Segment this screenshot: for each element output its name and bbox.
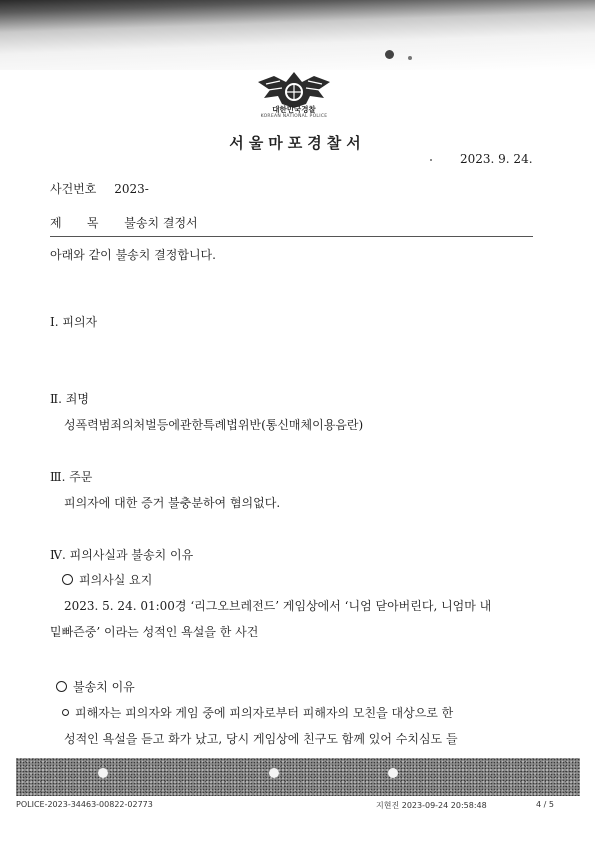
facts-line-2: 밑빠즌중’ 이라는 성적인 욕설을 한 사건 — [50, 625, 259, 639]
scan-speck — [430, 159, 432, 161]
section-1-title: Ⅰ. 피의자 — [50, 315, 98, 329]
bullet-circle-icon — [62, 574, 73, 585]
subject-label: 제 목 — [50, 216, 101, 230]
scan-shadow-top — [0, 0, 595, 70]
org-name-english: KOREAN NATIONAL POLICE — [260, 114, 328, 119]
footer-page-number: 4 / 5 — [536, 800, 554, 809]
case-number-value: 2023- — [114, 182, 149, 196]
divider — [50, 236, 533, 237]
reason-line-1-text: 피해자는 피의자와 게임 중에 피의자로부터 피해자의 모친을 대상으로 한 — [75, 706, 454, 720]
scan-mark — [388, 768, 398, 778]
scan-mark — [269, 768, 279, 778]
footer-printed-by: 지현진 2023-09-24 20:58:48 — [376, 801, 487, 810]
bullet-circle-icon — [56, 681, 67, 692]
section-2-title: Ⅱ. 죄명 — [50, 392, 89, 406]
intro-text: 아래와 같이 불송치 결정합니다. — [50, 248, 216, 262]
subsection-facts-title — [62, 571, 152, 588]
subsection-reason-label: 불송치 이유 — [73, 680, 135, 694]
police-station-title: 서울마포경찰서 — [229, 134, 366, 152]
subsection-reason-title — [56, 678, 135, 695]
subject-value: 불송치 결정서 — [124, 216, 198, 230]
section-3-body: 피의자에 대한 증거 불충분하여 혐의없다. — [64, 496, 281, 510]
facts-line-1: 2023. 5. 24. 01:00경 ‘리그오브레전드’ 게임상에서 ‘니엄 닫아버린다, 니엄마 내 — [64, 599, 492, 613]
section-4-title: Ⅳ. 피의사실과 불송치 이유 — [50, 548, 194, 562]
document-date: 2023. 9. 24. — [460, 152, 533, 166]
scan-noise-band — [16, 758, 580, 796]
footer-doc-id: POLICE-2023-34463-00822-02773 — [16, 800, 153, 809]
case-number-row — [50, 180, 149, 197]
subject-row — [50, 214, 198, 231]
case-number-label: 사건번호 — [50, 182, 97, 196]
org-name-korean: 대한민국경찰 — [272, 105, 316, 114]
reason-line-2: 성적인 욕설을 듣고 화가 났고, 당시 게임상에 친구도 함께 있어 수치심도 들 — [64, 732, 458, 746]
section-2-body: 성폭력범죄의처벌등에관한특례법위반(통신매체이용음란) — [64, 418, 364, 432]
section-3-title: Ⅲ. 주문 — [50, 470, 93, 484]
scan-mark — [98, 768, 108, 778]
subsection-facts-label: 피의사실 요지 — [79, 573, 153, 587]
reason-line-1 — [62, 704, 453, 721]
bullet-small-circle-icon — [62, 709, 69, 716]
